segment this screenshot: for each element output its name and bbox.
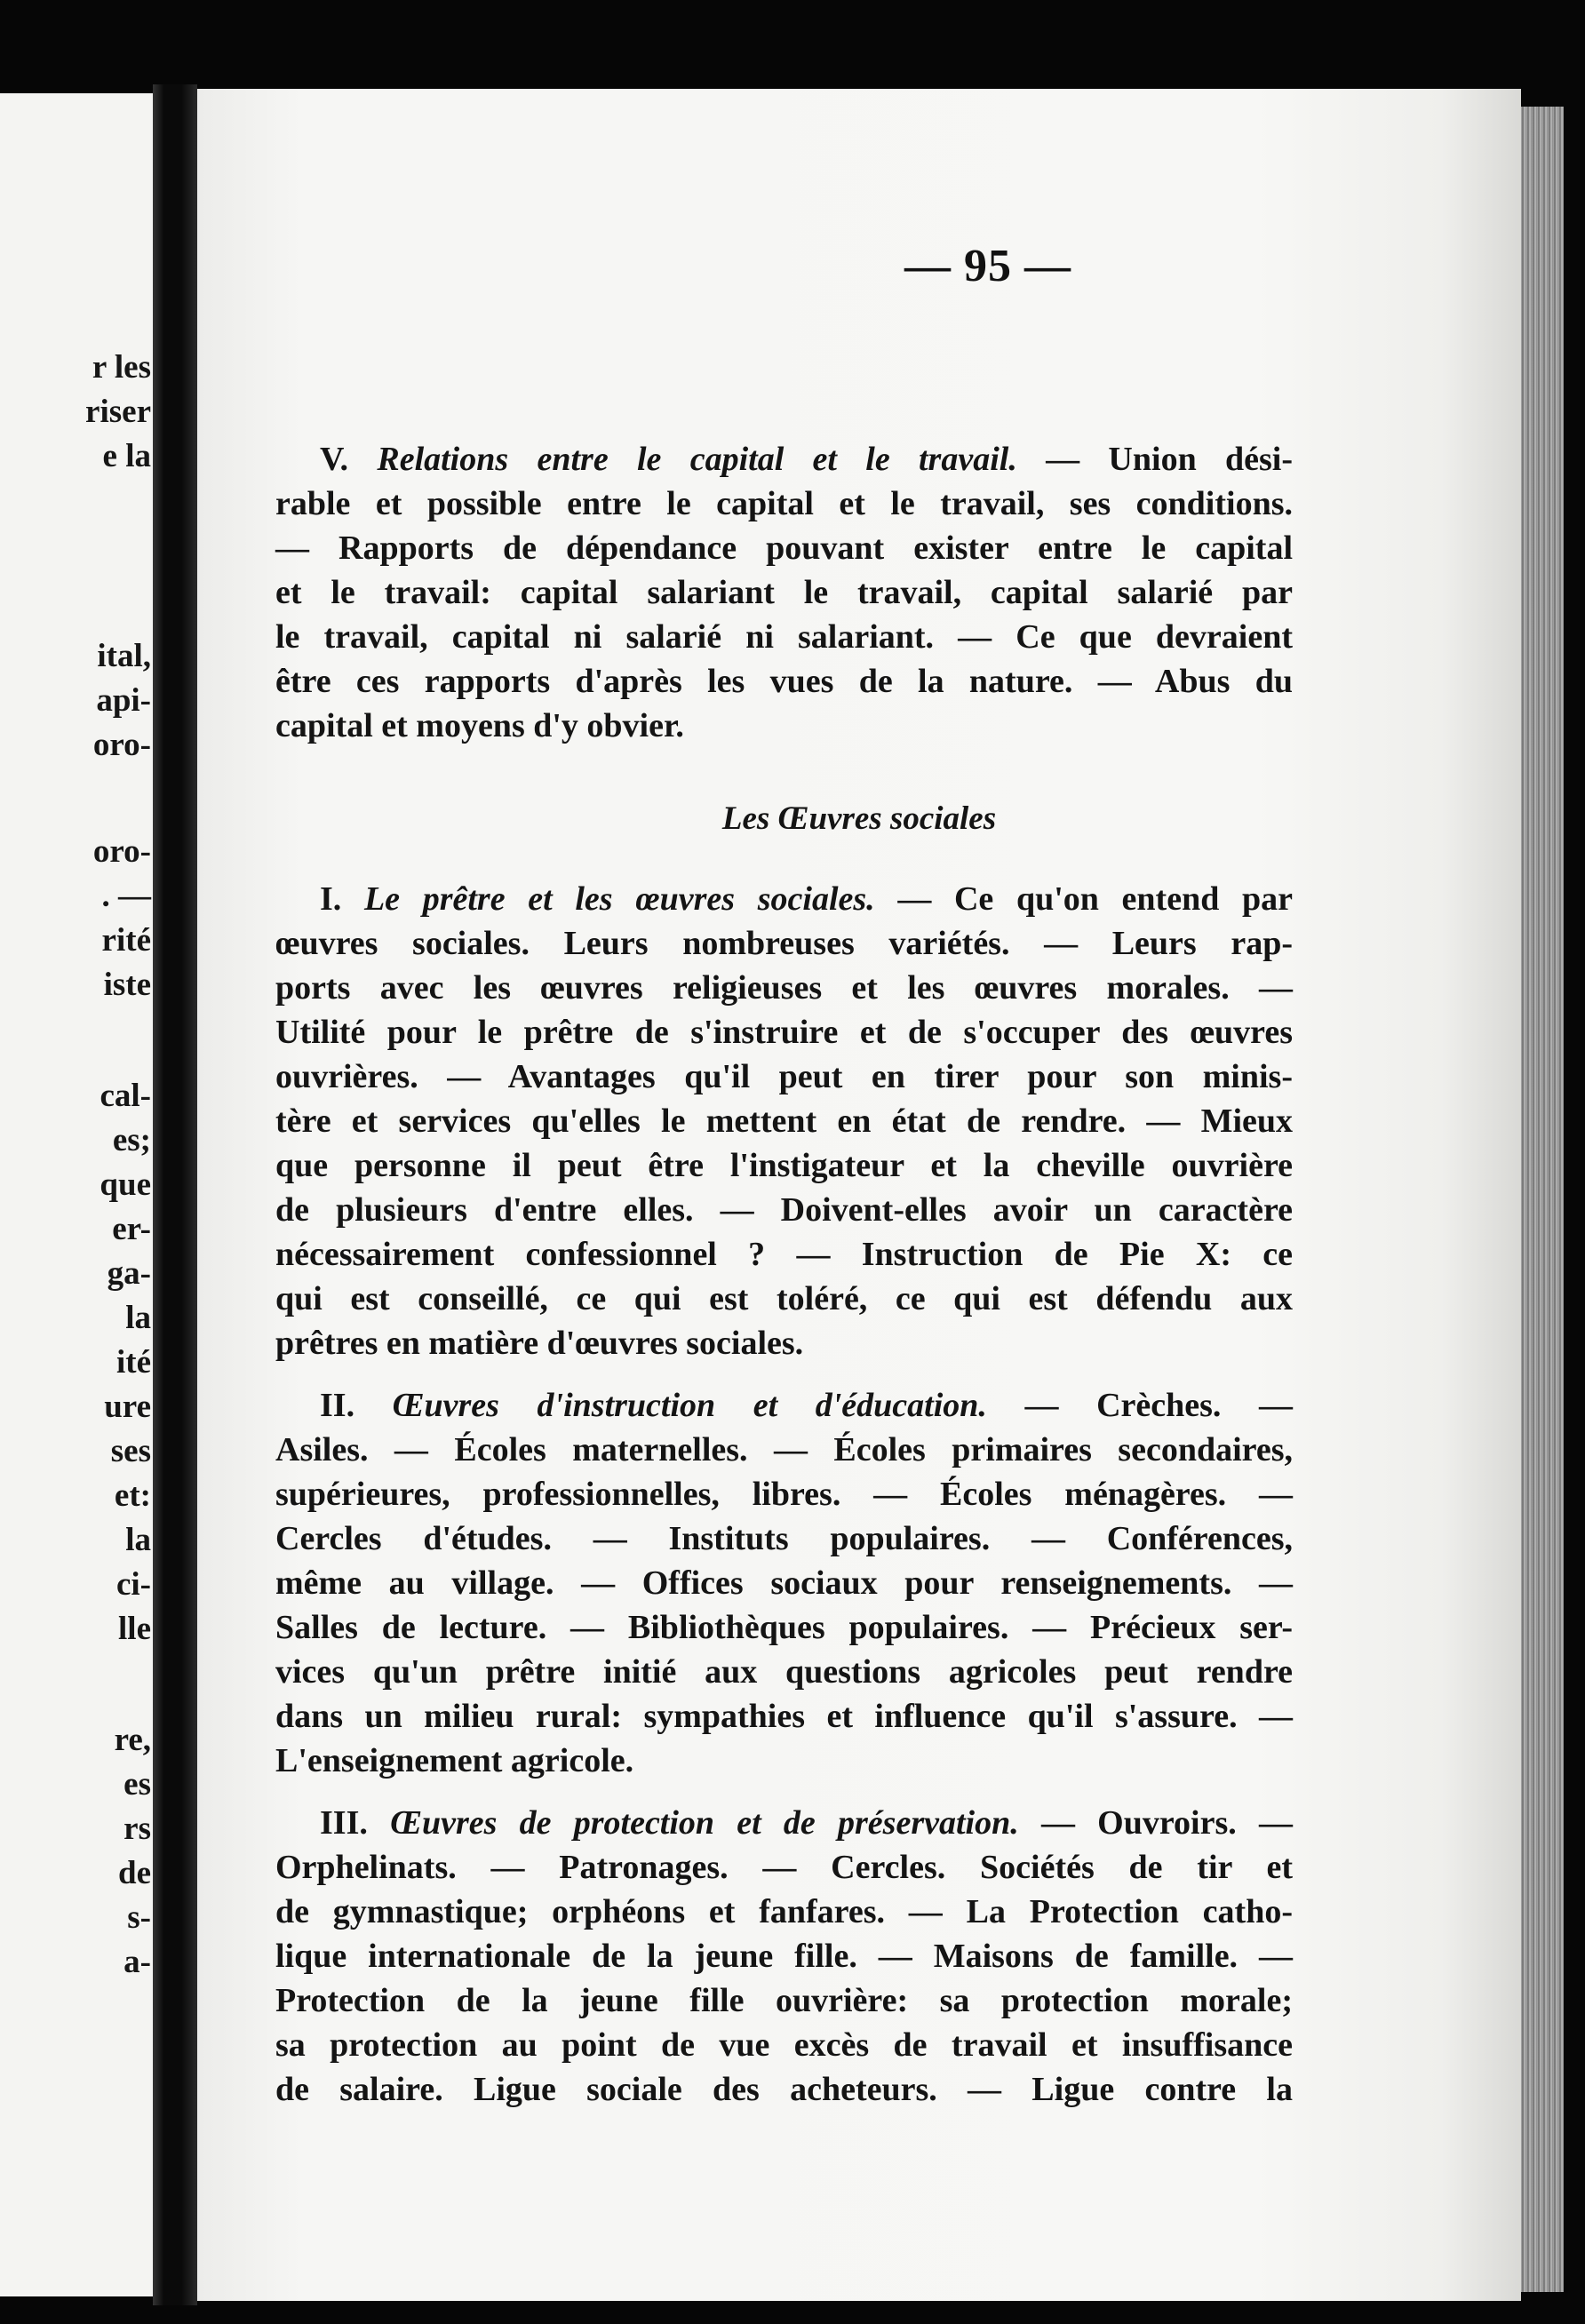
section-v-line: être ces rapports d'après les vues de la nature. — Abus du <box>275 663 1293 700</box>
left-fragment: r les <box>92 349 151 386</box>
section-i-line: ouvrières. — Avantages qu'il peut en tirer pour son minis- <box>275 1058 1293 1095</box>
section-i-line: prêtres en matière d'œuvres sociales. <box>275 1325 804 1362</box>
section-v-line: — Rapports de dépendance pouvant exister entre le capital <box>275 529 1293 567</box>
section-ii-line: Asiles. — Écoles maternelles. — Écoles primaires secondaires, <box>275 1431 1293 1468</box>
section-i-line: de plusieurs d'entre elles. — Doivent-elles avoir un caractère <box>275 1191 1293 1229</box>
left-fragment: iste <box>103 967 151 1003</box>
left-fragment: oro- <box>92 833 151 870</box>
left-fragment: riser <box>85 394 151 430</box>
section-iii-line: sa protection au point de vue excès de travail et insuffisance <box>275 2026 1293 2064</box>
left-fragment: rs <box>123 1811 151 1847</box>
page-number: — 95 — <box>904 241 1071 291</box>
binding-gutter <box>153 84 197 2305</box>
section-iii-lead: — Ouvroirs. — <box>1018 1804 1293 1842</box>
section-v-number: V. <box>320 441 349 478</box>
left-fragment: lle <box>118 1611 151 1647</box>
left-fragment: a- <box>123 1944 151 1980</box>
section-ii-title: Œuvres d'instruction et d'éducation. <box>392 1387 987 1424</box>
section-iii-title: Œuvres de protection et de préservation. <box>390 1804 1019 1842</box>
left-fragment: rité <box>101 922 151 959</box>
section-v-line: et le travail: capital salariant le travail, capital salarié par <box>275 574 1293 611</box>
section-ii-line <box>320 1386 1293 1425</box>
section-iii-line: de gymnastique; orphéons et fanfares. — La Protection catho- <box>275 1893 1293 1930</box>
section-ii-line: même au village. — Offices sociaux pour renseignements. — <box>275 1564 1293 1602</box>
section-i-line: que personne il peut être l'instigateur et la cheville ouvrière <box>275 1147 1293 1184</box>
left-fragment: es; <box>112 1122 151 1158</box>
left-fragment: . — <box>101 878 151 914</box>
left-fragment: e la <box>102 438 151 474</box>
section-i-line: œuvres sociales. Leurs nombreuses variétés. — Leurs rap- <box>275 925 1293 962</box>
section-iii-line: Protection de la jeune fille ouvrière: sa protection morale; <box>275 1982 1293 2019</box>
section-ii-line: supérieures, professionnelles, libres. — Écoles ménagères. — <box>275 1476 1293 1513</box>
left-page-fragment <box>0 93 153 2296</box>
section-v-line: capital et moyens d'y obvier. <box>275 707 684 744</box>
left-fragment: ital, <box>97 638 151 674</box>
left-fragment: ga- <box>107 1255 151 1292</box>
left-fragment: ité <box>115 1344 151 1381</box>
left-fragment: re, <box>114 1722 151 1758</box>
left-fragment: es <box>123 1766 151 1803</box>
section-i-line: Utilité pour le prêtre de s'instruire et de s'occuper des œuvres <box>275 1014 1293 1051</box>
left-fragment: cal- <box>100 1078 151 1114</box>
section-ii-lead: — Crèches. — <box>986 1387 1293 1424</box>
section-i-title: Le prêtre et les œuvres sociales. <box>363 880 875 918</box>
section-ii-line: dans un milieu rural: sympathies et influence qu'il s'assure. — <box>275 1698 1293 1735</box>
section-i-number: I. <box>320 880 342 918</box>
section-ii-line: L'enseignement agricole. <box>275 1742 634 1779</box>
left-fragment: oro- <box>92 727 151 763</box>
section-v-line: le travail, capital ni salarié ni salariant. — Ce que devraient <box>275 618 1293 656</box>
left-fragment: la <box>125 1300 151 1336</box>
section-iii-line <box>320 1803 1293 1842</box>
left-fragment: er- <box>112 1211 151 1247</box>
section-i-line <box>320 879 1293 919</box>
left-fragment: api- <box>96 682 151 719</box>
section-iii-line: Orphelinats. — Patronages. — Cercles. Sociétés de tir et <box>275 1849 1293 1886</box>
section-heading: Les Œuvres sociales <box>721 800 997 837</box>
section-v-line: rable et possible entre le capital et le travail, ses conditions. <box>275 485 1293 522</box>
section-ii-line: Salles de lecture. — Bibliothèques populaires. — Précieux ser- <box>275 1609 1293 1646</box>
left-fragment: ure <box>104 1389 151 1425</box>
left-fragment: que <box>100 1166 151 1203</box>
left-fragment: ses <box>110 1433 151 1469</box>
section-i-line: tère et services qu'elles le mettent en état de rendre. — Mieux <box>275 1102 1293 1140</box>
section-i-line: nécessairement confessionnel ? — Instruction de Pie X: ce <box>275 1236 1293 1273</box>
left-fragment: ci- <box>115 1566 151 1603</box>
section-i-lead: — Ce qu'on entend par <box>874 880 1294 918</box>
left-fragment: de <box>118 1855 151 1891</box>
section-i-line: qui est conseillé, ce qui est toléré, ce qui est défendu aux <box>275 1280 1293 1317</box>
left-fragment: la <box>125 1522 151 1558</box>
section-i-line: ports avec les œuvres religieuses et les œuvres morales. — <box>275 969 1293 1007</box>
left-fragment: et: <box>114 1477 151 1514</box>
section-ii-line: vices qu'un prêtre initié aux questions agricoles peut rendre <box>275 1653 1293 1691</box>
left-fragment: s- <box>127 1899 151 1936</box>
section-ii-line: Cercles d'études. — Instituts populaires. — Conférences, <box>275 1520 1293 1557</box>
section-v-line <box>320 440 1293 479</box>
section-v-title: Relations entre le capital et le travail. <box>377 441 1017 478</box>
section-v-lead: — Union dési- <box>1016 441 1294 478</box>
section-ii-number: II. <box>320 1387 355 1424</box>
section-iii-number: III. <box>320 1804 368 1842</box>
section-iii-line: lique internationale de la jeune fille. — Maisons de famille. — <box>275 1938 1293 1975</box>
section-iii-line: de salaire. Ligue sociale des acheteurs. — Ligue contre la <box>275 2071 1293 2108</box>
main-page <box>197 89 1521 2301</box>
